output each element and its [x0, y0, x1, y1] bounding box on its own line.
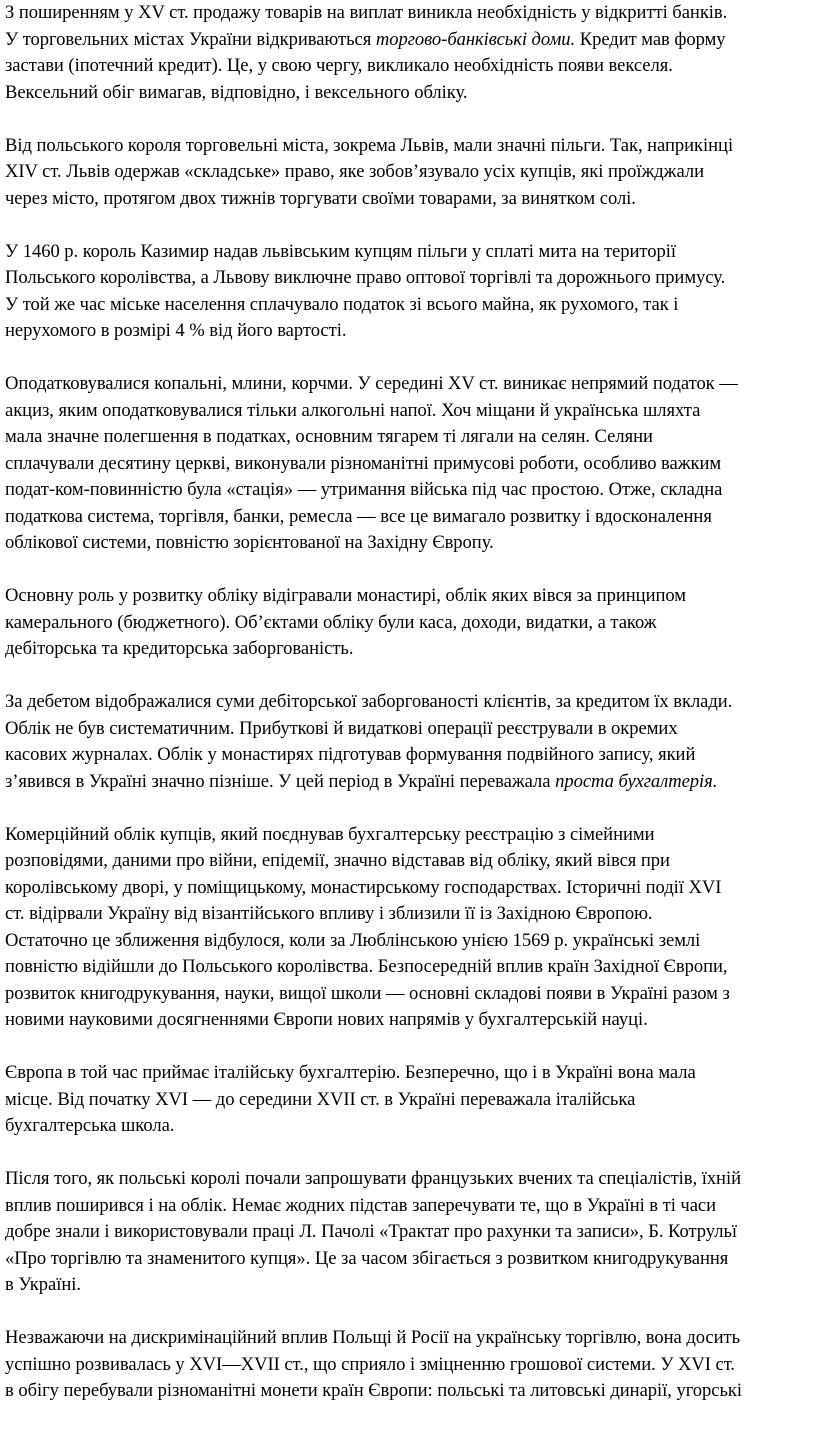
text-line [5, 318, 816, 345]
text-segment: Основну роль у розвитку обліку відігравали монастирі, облік яких вівся за принципом [5, 585, 686, 606]
text-segment: в Україні. [5, 1274, 81, 1295]
text-segment: Остаточно це зближення відбулося, коли за Люблінською унією 1569 р. українські землі [5, 929, 701, 951]
text-segment: нерухомого в розмірі 4 % від його вартості. [5, 320, 347, 341]
text-segment: З поширенням у XV ст. продажу товарів на виплат виникла необхідність у відкритті банків. [5, 2, 728, 23]
text-line [5, 133, 816, 160]
paragraph [5, 1325, 816, 1405]
text-segment: вплив поширився і на облік. Немає жодних підстав заперечувати те, що в Україні в ті часи [5, 1194, 717, 1216]
text-segment: в обігу перебували різноманітні монети країн Європи: польські та литовські динарії, угорські [5, 1380, 743, 1401]
text-segment: Кредит мав форму [575, 28, 726, 50]
text-segment: «Про торгівлю та знаменитого купця». Це за часом збігається з розвитком книгодрукування [5, 1247, 729, 1269]
document-page [5, 0, 816, 1431]
italic-term: торгово-банківські доми. [375, 28, 576, 50]
text-segment: За дебетом відображалися суми дебіторської заборгованості клієнтів, за кредитом їх вклади. [5, 691, 733, 712]
text-segment: облікової системи, повністю зорієнтованої на Західну Європу. [5, 532, 494, 553]
text-line [5, 716, 816, 743]
paragraph [5, 0, 816, 106]
text-segment: повністю відійшли до Польського королівства. Безпосередній вплив країн Західної Європи, [5, 956, 728, 977]
text-segment: камерального (бюджетного). Об’єктами обліку були каса, доходи, видатки, а також [5, 611, 657, 633]
text-line [5, 451, 816, 478]
text-line [5, 848, 816, 875]
text-line [5, 1352, 816, 1379]
text-segment: бухгалтерська школа. [5, 1115, 175, 1136]
text-segment: У той же час міське населення сплачувало податок зі всього майна, як рухомого, так і [5, 293, 679, 315]
paragraph [5, 1166, 816, 1299]
italic-term: проста бухгалтерія. [555, 770, 718, 792]
text-line [5, 27, 816, 54]
text-line [5, 769, 816, 796]
text-segment: Після того, як польські королі почали запрошувати французьких вчених та спеціалістів, їхній [5, 1168, 741, 1189]
paragraph [5, 239, 816, 345]
text-line [5, 186, 816, 213]
paragraph [5, 133, 816, 213]
text-segment: Польського королівства, а Львову виключне право оптової торгівлі та дорожнього примусу. [5, 267, 726, 288]
text-line [5, 636, 816, 663]
text-segment: акциз, яким оподатковувалися тільки алкогольні напої. Хоч міщани й українська шляхта [5, 399, 701, 421]
text-line [5, 742, 816, 769]
text-line [5, 928, 816, 955]
text-line [5, 901, 816, 928]
text-line [5, 159, 816, 186]
text-line [5, 53, 816, 80]
text-line [5, 265, 816, 292]
text-segment: касових журналах. Облік у монастирях підготував формування подвійного запису, який [5, 744, 696, 765]
text-segment: місце. Від початку XVI — до середини XVII ст. в Україні переважала італійська [5, 1088, 636, 1110]
paragraph [5, 1060, 816, 1140]
text-line [5, 954, 816, 981]
text-segment: розвиток книгодрукування, науки, вищої школи — основні складові появи в Україні разом з [5, 982, 730, 1004]
text-segment: з’явився в Україні значно пізніше. У цей період в Україні переважала [5, 770, 556, 792]
text-line [5, 504, 816, 531]
text-segment: королівському дворі, у поміщицькому, монастирському господарствах. Історичні події XVI [5, 876, 722, 898]
text-segment: У торговельних містах України відкриваються [5, 28, 376, 50]
text-line [5, 477, 816, 504]
text-line [5, 1087, 816, 1114]
text-segment: Оподатковувалися копальні, млини, корчми. У середині XV ст. виникає непрямий податок — [5, 373, 738, 394]
text-line [5, 689, 816, 716]
text-segment: Облік не був систематичним. Прибуткові й видаткові операції реєстрували в окремих [5, 717, 678, 739]
text-segment: застави (іпотечний кредит). Це, у свою чергу, викликало необхідність появи векселя. [5, 55, 673, 76]
text-segment: Європа в той час приймає італійську бухгалтерію. Безперечно, що і в Україні вона мала [5, 1062, 696, 1083]
text-segment: подат-ком-повинністю була «стація» — утримання війська під час простою. Отже, складна [5, 479, 723, 500]
text-line [5, 239, 816, 266]
text-line [5, 1325, 816, 1352]
text-segment: успішно розвивалась у XVI—XVII ст., що сприяло і зміцненню грошової системи. У XVI ст. [5, 1353, 736, 1375]
text-line [5, 1060, 816, 1087]
text-segment: новими науковими досягненнями Європи нових напрямів у бухгалтерській науці. [5, 1009, 648, 1030]
text-line [5, 1007, 816, 1034]
text-segment: Незважаючи на дискримінаційний вплив Польщі й Росії на українську торгівлю, вона досить [5, 1327, 741, 1348]
text-line [5, 1193, 816, 1220]
text-segment: дебіторська та кредиторська заборгованість. [5, 638, 354, 659]
paragraph [5, 822, 816, 1034]
text-line [5, 80, 816, 107]
text-line [5, 822, 816, 849]
text-segment: мала значне полегшення в податках, основним тягарем ті лягали на селян. Селяни [5, 426, 653, 447]
text-line [5, 371, 816, 398]
text-line [5, 1166, 816, 1193]
text-line [5, 1246, 816, 1273]
paragraph [5, 689, 816, 795]
paragraph [5, 583, 816, 663]
text-segment: розповідями, даними про війни, епідемії, значно відставав від обліку, який вівся при [5, 850, 670, 871]
text-segment: XIV ст. Львів одержав «складське» право, яке зобов’язувало усіх купців, які проїжджали [5, 161, 704, 182]
text-line [5, 1219, 816, 1246]
text-line [5, 530, 816, 557]
text-segment: сплачували десятину церкві, виконували різноманітні примусові роботи, особливо важким [5, 452, 722, 474]
text-line [5, 981, 816, 1008]
paragraph [5, 371, 816, 557]
text-segment: податкова система, торгівля, банки, ремесла — все це вимагало розвитку і вдосконалення [5, 505, 712, 527]
text-line [5, 583, 816, 610]
text-line [5, 1113, 816, 1140]
text-segment: через місто, протягом двох тижнів торгувати своїми товарами, за винятком солі. [5, 187, 636, 209]
text-line [5, 424, 816, 451]
text-segment: Комерційний облік купців, який поєднував бухгалтерську реєстрацію з сімейними [5, 823, 655, 845]
text-line [5, 875, 816, 902]
text-segment: У 1460 р. король Казимир надав львівським купцям пільги у сплаті мита на території [5, 240, 676, 262]
text-line [5, 1378, 816, 1405]
text-segment: Від польського короля торговельні міста, зокрема Львів, мали значні пільги. Так, наприкінці [5, 134, 734, 156]
text-segment: Вексельний обіг вимагав, відповідно, і вексельного обліку. [5, 81, 468, 103]
text-line [5, 398, 816, 425]
text-line [5, 1272, 816, 1299]
text-segment: добре знали і використовували праці Л. Пачолі «Трактат про рахунки та записи», Б. Котрульї [5, 1221, 737, 1242]
text-line [5, 0, 816, 27]
text-line [5, 610, 816, 637]
text-segment: ст. відірвали Україну від візантійського впливу і зблизили її із Західною Європою. [5, 903, 653, 924]
text-line [5, 292, 816, 319]
